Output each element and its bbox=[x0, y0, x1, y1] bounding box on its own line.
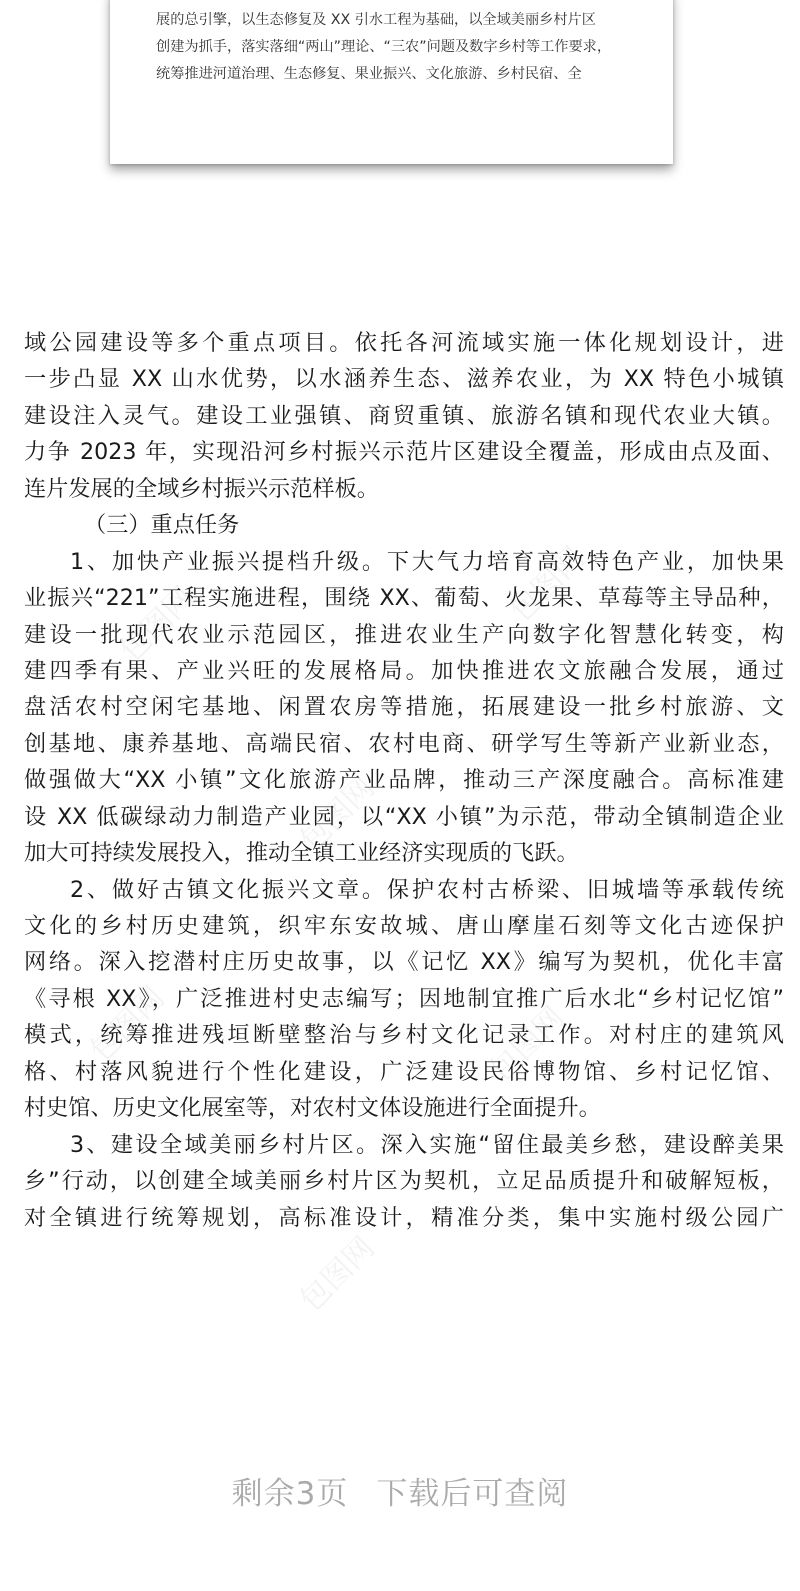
watermark: 包图网 bbox=[503, 540, 592, 629]
text-line: 一步凸显 XX 山水优势，以水涵养生态、滋养农业，为 XX 特色小城镇 bbox=[24, 366, 784, 393]
preview-line: 展的总引擎，以生态修复及 XX 引水工程为基础，以全域美丽乡村片区 bbox=[156, 12, 596, 28]
text-line: 文化的乡村历史建筑，织牢东安故城、唐山摩崖石刻等文化古迹保护 bbox=[24, 913, 784, 939]
text-line: 连片发展的全域乡村振兴示范样板。 bbox=[24, 475, 379, 502]
download-prompt[interactable] bbox=[0, 1468, 800, 1513]
text-line: 设 XX 低碳绿动力制造产业园，以“XX 小镇”为示范，带动全镇制造企业 bbox=[24, 803, 784, 830]
watermark: 包图网 bbox=[83, 980, 172, 1069]
text-line: 盘活农村空闲宅基地、闲置农房等措施，拓展建设一批乡村旅游、文 bbox=[24, 694, 784, 721]
text-line: 格、村落风貌进行个性化建设，广泛建设民俗博物馆、乡村记忆馆、 bbox=[24, 1058, 784, 1085]
text-line: 建设注入灵气。建设工业强镇、商贸重镇、旅游名镇和现代农业大镇。 bbox=[24, 402, 784, 429]
watermark: 包图网 bbox=[293, 770, 382, 859]
text-line: 建设一批现代农业示范园区，推进农业生产向数字化智慧化转变，构 bbox=[24, 621, 784, 648]
preview-line: 统筹推进河道治理、生态修复、果业振兴、文化旅游、乡村民宿、全 bbox=[156, 66, 582, 82]
text-line: 做强做大“XX 小镇”文化旅游产业品牌，推动三产深度融合。高标准建 bbox=[24, 767, 784, 794]
text-line: 对全镇进行统筹规划，高标准设计，精准分类，集中实施村级公园广 bbox=[24, 1204, 784, 1231]
text-line: 《寻根 XX》，广泛推进村史志编写；因地制宜推广后水北“乡村记忆馆” bbox=[24, 985, 784, 1012]
text-line: 业振兴“221”工程实施进程，围绕 XX、葡萄、火龙果、草莓等主导品种， bbox=[24, 585, 784, 612]
text-line: 建四季有果、产业兴旺的发展格局。加快推进农文旅融合发展，通过 bbox=[24, 657, 784, 684]
remaining-pages-label: 剩余3页 bbox=[231, 1476, 349, 1512]
text-line: 力争 2023 年，实现沿河乡村振兴示范片区建设全覆盖，形成由点及面、 bbox=[24, 439, 784, 466]
download-to-view-label: 下载后可查阅 bbox=[376, 1476, 569, 1512]
text-line: 创基地、康养基地、高端民宿、农村电商、研学写生等新产业新业态， bbox=[24, 730, 784, 757]
text-line: 1、加快产业振兴提档升级。下大气力培育高效特色产业，加快果 bbox=[70, 548, 784, 575]
preview-card bbox=[110, 0, 673, 164]
section-heading: （三）重点任务 bbox=[84, 512, 240, 539]
text-line: 加大可持续发展投入，推动全镇工业经济实现质的飞跃。 bbox=[24, 840, 579, 867]
document-body bbox=[24, 325, 784, 1236]
text-line: 2、做好古镇文化振兴文章。保护农村古桥梁、旧城墙等承载传统 bbox=[70, 876, 784, 903]
text-line: 村史馆、历史文化展室等，对农村文体设施进行全面提升。 bbox=[24, 1095, 601, 1122]
preview-line: 创建为抓手，落实落细“两山”理论、“三农”问题及数字乡村等工作要求， bbox=[156, 39, 612, 55]
text-line: 模式，统筹推进残垣断壁整治与乡村文化记录工作。对村庄的建筑风 bbox=[24, 1022, 784, 1049]
text-line: 域公园建设等多个重点项目。依托各河流域实施一体化规划设计，进 bbox=[24, 330, 784, 356]
text-line: 网络。深入挖潜村庄历史故事，以《记忆 XX》编写为契机，优化丰富 bbox=[24, 949, 784, 976]
watermark: 包图网 bbox=[113, 580, 202, 669]
watermark: 包图网 bbox=[293, 1230, 382, 1319]
text-line: 乡”行动，以创建全域美丽乡村片区为契机，立足品质提升和破解短板， bbox=[24, 1168, 784, 1195]
watermark: 包图网 bbox=[483, 1000, 572, 1089]
text-line: 3、建设全域美丽乡村片区。深入实施“留住最美乡愁，建设醉美果 bbox=[70, 1131, 784, 1158]
